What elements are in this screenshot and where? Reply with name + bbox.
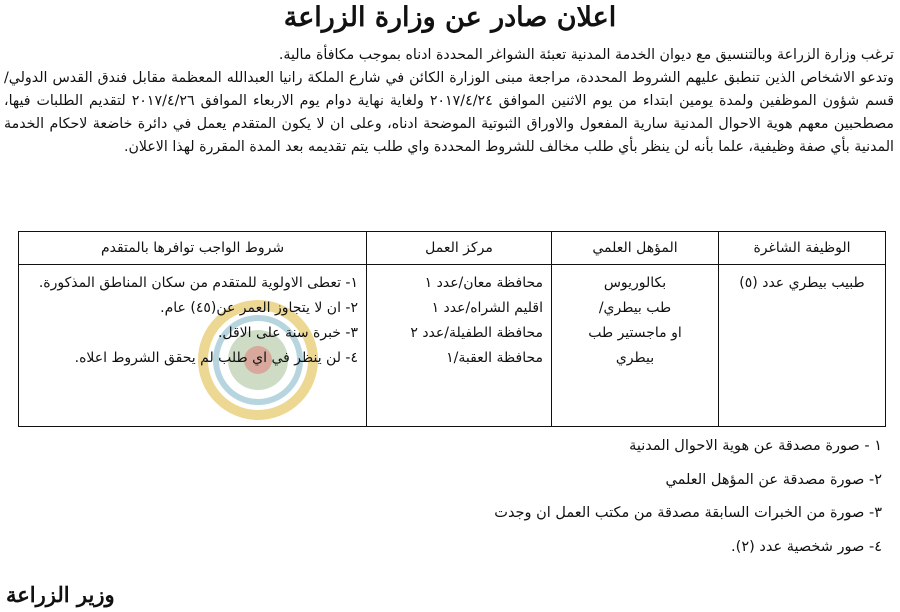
document-item: ٤- صور شخصية عدد (٢).	[731, 538, 882, 555]
qualification-line: بكالوريوس	[603, 275, 667, 291]
condition-item: ٤- لن ينظر في اي طلب لم يحقق الشروط اعلاه.	[74, 350, 358, 366]
document-item: ١ - صورة مصدقة عن هوية الاحوال المدنية	[629, 438, 882, 454]
intro-paragraph-2: وتدعو الاشخاص الذين تنطبق عليهم الشروط المحددة، مراجعة مبنى الوزارة الكائن في شارع الملكة رانيا العبدالله المعظمة مقابل فندق القدس الدولي/قسم شؤون الموظفين ولمدة يومين ابتداء من يوم الاثنين الموافق ٢٠١٧/٤/٢٤ ولغاية نهاية دوام يوم الاربعاء الموافق ٢٠١٧/٤/٢٦ لتقديم الطلبات فيها، مصطحبين معهم هوية الاحوال المدنية سارية المفعول والاوراق الثبوتية الموضحة ادناه، وعلى ان لا يكون المتقدم يعمل في دائرة خاضعة لاحكام الخدمة المدنية بأي صفة وظيفية، علما بأنه لن ينظر بأي طلب مخالف للشروط المحددة واي طلب يتم تقديمه بعد المدة المقررة لهذا الاعلان.	[4, 70, 895, 155]
work-center-line: محافظة الطفيلة/عدد ٢	[410, 325, 543, 341]
condition-item: ٣- خبرة سنة على الاقل.	[217, 325, 358, 341]
condition-item: ٢- ان لا يتجاوز العمر عن(٤٥) عام.	[160, 300, 358, 316]
qualification-line: بيطري	[615, 350, 655, 366]
announcement-title: اعلان صادر عن وزارة الزراعة	[283, 2, 617, 33]
job-cell: طبيب بيطري عدد (٥)	[719, 265, 886, 427]
intro-paragraphs	[4, 44, 894, 159]
header-job: الوظيفة الشاغرة	[719, 232, 886, 265]
required-documents-list	[22, 430, 882, 564]
document-item: ٢- صورة مصدقة عن المؤهل العلمي	[665, 471, 882, 488]
work-center-line: محافظة العقبة/١	[446, 350, 543, 366]
condition-item: ١- تعطى الاولوية للمتقدم من سكان المناطق المذكورة.	[38, 275, 358, 291]
header-qualification: المؤهل العلمي	[552, 232, 719, 265]
header-work-center: مركز العمل	[367, 232, 552, 265]
intro-paragraph-1: ترغب وزارة الزراعة وبالتنسيق مع ديوان الخدمة المدنية تعبئة الشواغر المحددة ادناه بموجب مكافأة مالية.	[278, 47, 894, 63]
table-header-row	[19, 232, 886, 265]
header-conditions: شروط الواجب توافرها بالمتقدم	[19, 232, 367, 265]
conditions-cell	[19, 265, 367, 427]
document-item: ٣- صورة من الخبرات السابقة مصدقة من مكتب العمل ان وجدت	[494, 505, 882, 521]
work-center-line: محافظة معان/عدد ١	[424, 275, 543, 291]
qualification-line: طب بيطري/	[598, 300, 672, 316]
qualification-cell	[552, 265, 719, 427]
qualification-line: او ماجستير طب	[588, 325, 682, 341]
work-center-cell	[367, 265, 552, 427]
vacancies-table	[18, 231, 886, 427]
table-row	[19, 265, 886, 427]
minister-signature: وزير الزراعة	[6, 582, 115, 607]
work-center-line: اقليم الشراه/عدد ١	[431, 300, 543, 316]
